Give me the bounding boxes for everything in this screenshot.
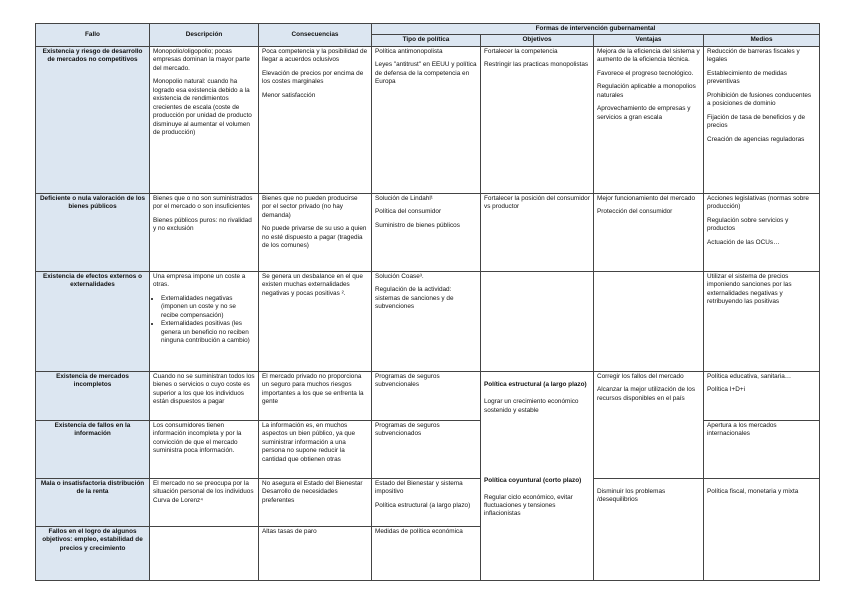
cell-text: Estado del Bienestar y sistema impositivo	[375, 479, 463, 496]
coyuntural-text: Regular ciclo económico, evitar fluctuaciones y tensiones inflacionistas	[484, 493, 573, 518]
cell-text: Fijación de tasa de beneficios y de precios	[707, 113, 806, 130]
cell-text: Política I+D+i	[707, 386, 746, 394]
ventajas-cell	[594, 193, 704, 271]
cell-text: No asegura el Estado del Bienestar Desarrollo de necesidades preferentes	[262, 479, 363, 504]
estructural-text: Lograr un crecimiento económico sostenido y estable	[484, 398, 579, 414]
cell-text: Disminuir los problemas /desequilibrios	[597, 487, 666, 504]
ventajas-cell	[594, 46, 704, 193]
cell-text: Regulación de la actividad: sistemas de sanciones y de subvenciones	[375, 286, 454, 311]
externalities-list	[153, 295, 255, 346]
objetivos-cell	[481, 46, 594, 193]
header-ventajas: Ventajas	[594, 35, 704, 46]
list-item: • Externalidades negativas (imponen un coste y no se recibe compensación)	[161, 295, 255, 320]
cell-text: Apertura a los mercados internacionales	[707, 421, 777, 438]
list-item: • Externalidades positivas (les genera un beneficio no reciben ninguna contribución a cambio)	[161, 320, 255, 345]
descripcion-cell	[150, 526, 259, 580]
medios-cell	[704, 46, 820, 193]
header-consecuencias: Consecuencias	[259, 24, 372, 47]
consecuencias-cell	[259, 478, 372, 526]
coyuntural-title: Política coyuntural (corto plazo)	[484, 476, 582, 484]
tipo-cell	[372, 46, 481, 193]
descripcion-cell	[150, 271, 259, 371]
cell-text: Mejora de la eficiencia del sistema y aumento de la eficiencia técnica.	[597, 47, 700, 64]
cell-text: Leyes "antitrust" en EEUU y política de defensa de la competencia en Europa	[375, 61, 477, 86]
consecuencias-cell	[259, 526, 372, 580]
medios-cell	[704, 420, 820, 478]
cell-text: Política fiscal, monetaria y mixta	[707, 487, 799, 495]
cell-text: El mercado privado no proporciona un seguro para muchos riesgos importantes a los que se enfrenta la gente	[262, 372, 364, 406]
consecuencias-cell	[259, 46, 372, 193]
descripcion-cell	[150, 371, 259, 420]
fallo-cell: Fallos en el logro de algunos objetivos: empleo, estabilidad de precios y crecimiento	[36, 526, 150, 580]
cell-text: Establecimiento de medidas preventivas	[707, 69, 787, 86]
ventajas-cell	[594, 271, 704, 371]
cell-text: Fortalecer la posición del consumidor vs productor	[484, 194, 590, 211]
header-objetivos: Objetivos	[481, 35, 594, 46]
cell-text: Los consumidores tienen información incompleta y por la convicción de que el mercado suministra poca información.	[153, 421, 242, 455]
header-descripcion: Descripción	[150, 24, 259, 47]
cell-text: Monopolio/oligopolio; pocas empresas dominan la mayor parte del mercado.	[153, 47, 250, 72]
cell-text: Actuación de las OCUs…	[707, 238, 780, 246]
cell-text: Solución de Lindahl¹	[375, 194, 433, 202]
cell-text: Creación de agencias reguladoras	[707, 135, 805, 143]
fallo-cell: Existencia de fallos en la información	[36, 420, 150, 478]
cell-text: Programas de seguros subvencionados	[375, 421, 440, 438]
cell-text: Programas de seguros subvencionales	[375, 372, 440, 389]
descripcion-cell	[150, 420, 259, 478]
policy-table-container	[35, 23, 819, 581]
medios-cell	[704, 371, 820, 420]
cell-text: Aprovechamiento de empresas y servicios a gran escala	[597, 105, 691, 121]
cell-text: El mercado no se preocupa por la situación personal de los individuos Curva de Lorenz⁴	[153, 479, 254, 504]
objetivos-coyuntural	[484, 468, 590, 519]
consecuencias-cell	[259, 271, 372, 371]
cell-text: Bienes que o no son suministrados por el mercado o son insuficientes	[153, 194, 253, 211]
fallo-cell: Deficiente o nula valoración de los bienes públicos	[36, 193, 150, 271]
medios-cell	[704, 193, 820, 271]
cell-text: Altas tasas de paro	[262, 527, 317, 535]
objetivos-cell	[481, 193, 594, 271]
header-medios: Medios	[704, 35, 820, 46]
cell-text: Política estructural (a largo plazo)	[375, 501, 471, 509]
table-row	[36, 371, 820, 420]
cell-text: Fortalecer la competencia	[484, 47, 558, 55]
cell-text: Utilizar el sistema de precios imponiendo sanciones por las externalidades negativas y retribuyendo las positivas	[707, 272, 792, 306]
cell-text: Solución Coase³.	[375, 272, 424, 280]
tipo-cell	[372, 478, 481, 526]
tipo-cell	[372, 193, 481, 271]
government-intervention-table	[35, 23, 820, 581]
cell-text: Una empresa impone un coste a otras.	[153, 272, 246, 289]
table-row	[36, 478, 820, 526]
cell-text: Política educativa, sanitaria…	[707, 372, 792, 380]
descripcion-cell	[150, 46, 259, 193]
cell-text: Monopolio natural: cuando ha logrado esa existencia debido a la existencia de rendimientos crecientes de escala (coste de producción por unidad de producto disminuye al aumentar el volumen de producción)	[153, 78, 252, 136]
medios-cell	[704, 478, 820, 580]
table-row	[36, 193, 820, 271]
header-formas: Formas de intervención gubernamental	[372, 24, 820, 35]
consecuencias-cell	[259, 193, 372, 271]
objetivos-estructural	[484, 373, 590, 415]
cell-text: No puede privarse de su uso a quien no esté dispuesto a pagar (tragedia de los comunes)	[262, 225, 367, 250]
cell-text: Poca competencia y la posibilidad de llegar a acuerdos oclusivos	[262, 47, 368, 64]
ventajas-cell	[594, 371, 704, 478]
cell-text: Reducción de barreras fiscales y legales	[707, 47, 800, 64]
header-fallo: Fallo	[36, 24, 150, 47]
descripcion-cell	[150, 193, 259, 271]
cell-text: Protección del consumidor	[597, 208, 673, 216]
cell-text: Menor satisfacción	[262, 91, 316, 99]
fallo-cell: Existencia y riesgo de desarrollo de mercados no competitivos	[36, 46, 150, 193]
estructural-title: Política estructural (a largo plazo)	[484, 381, 587, 389]
cell-text: Suministro de bienes públicos	[375, 221, 460, 229]
table-row	[36, 46, 820, 193]
cell-text: Bienes que no pueden producirse por el sector privado (no hay demanda)	[262, 194, 358, 219]
cell-text: Corregir los fallos del mercado	[597, 372, 684, 380]
ventajas-cell	[594, 478, 704, 580]
tipo-cell	[372, 526, 481, 580]
cell-text: Prohibición de fusiones conducentes a posiciones de dominio	[707, 91, 812, 108]
cell-text: Elevación de precios por encima de los costes marginales	[262, 69, 364, 86]
cell-text: Acciones legislativas (normas sobre producción)	[707, 194, 809, 211]
cell-text: Medidas de política económica	[375, 527, 463, 535]
cell-text: Restringir las practicas monopolistas	[484, 61, 589, 69]
fallo-cell: Existencia de efectos externos o externalidades	[36, 271, 150, 371]
cell-text: Política del consumidor	[375, 208, 442, 216]
fallo-cell: Existencia de mercados incompletos	[36, 371, 150, 420]
cell-text: Política antimonopolista	[375, 47, 443, 55]
objetivos-cell	[481, 271, 594, 371]
consecuencias-cell	[259, 420, 372, 478]
tipo-cell	[372, 420, 481, 478]
tipo-cell	[372, 371, 481, 420]
cell-text: Regulación sobre servicios y productos	[707, 216, 789, 233]
objetivos-cell	[481, 371, 594, 580]
cell-text: Favorece el progreso tecnológico.	[597, 69, 694, 77]
medios-cell	[704, 271, 820, 371]
cell-text: Cuando no se suministran todos los bienes o servicios o cuyo coste es superior a los que los individuos están dispuestos a pagar	[153, 372, 255, 406]
cell-text: Alcanzar la mejor utilización de los recursos disponibles en el país	[597, 386, 696, 402]
descripcion-cell	[150, 478, 259, 526]
consecuencias-cell	[259, 371, 372, 420]
header-tipo: Tipo de política	[372, 35, 481, 46]
fallo-cell: Mala o insatisfactoria distribución de la renta	[36, 478, 150, 526]
tipo-cell	[372, 271, 481, 371]
cell-text: Bienes públicos puros: no rivalidad y no exclusión	[153, 216, 252, 233]
table-row	[36, 271, 820, 371]
cell-text: La información es, en muchos aspectos un bien público, ya que suministrar información a una persona no supone reducir la cantidad que obtienen otras	[262, 421, 356, 463]
cell-text: Se genera un desbalance en el que existen muchas externalidades negativas y pocas positivas ².	[262, 272, 363, 297]
cell-text: Regulación aplicable a monopolios naturales	[597, 83, 696, 99]
cell-text: Mejor funcionamiento del mercado	[597, 194, 696, 202]
